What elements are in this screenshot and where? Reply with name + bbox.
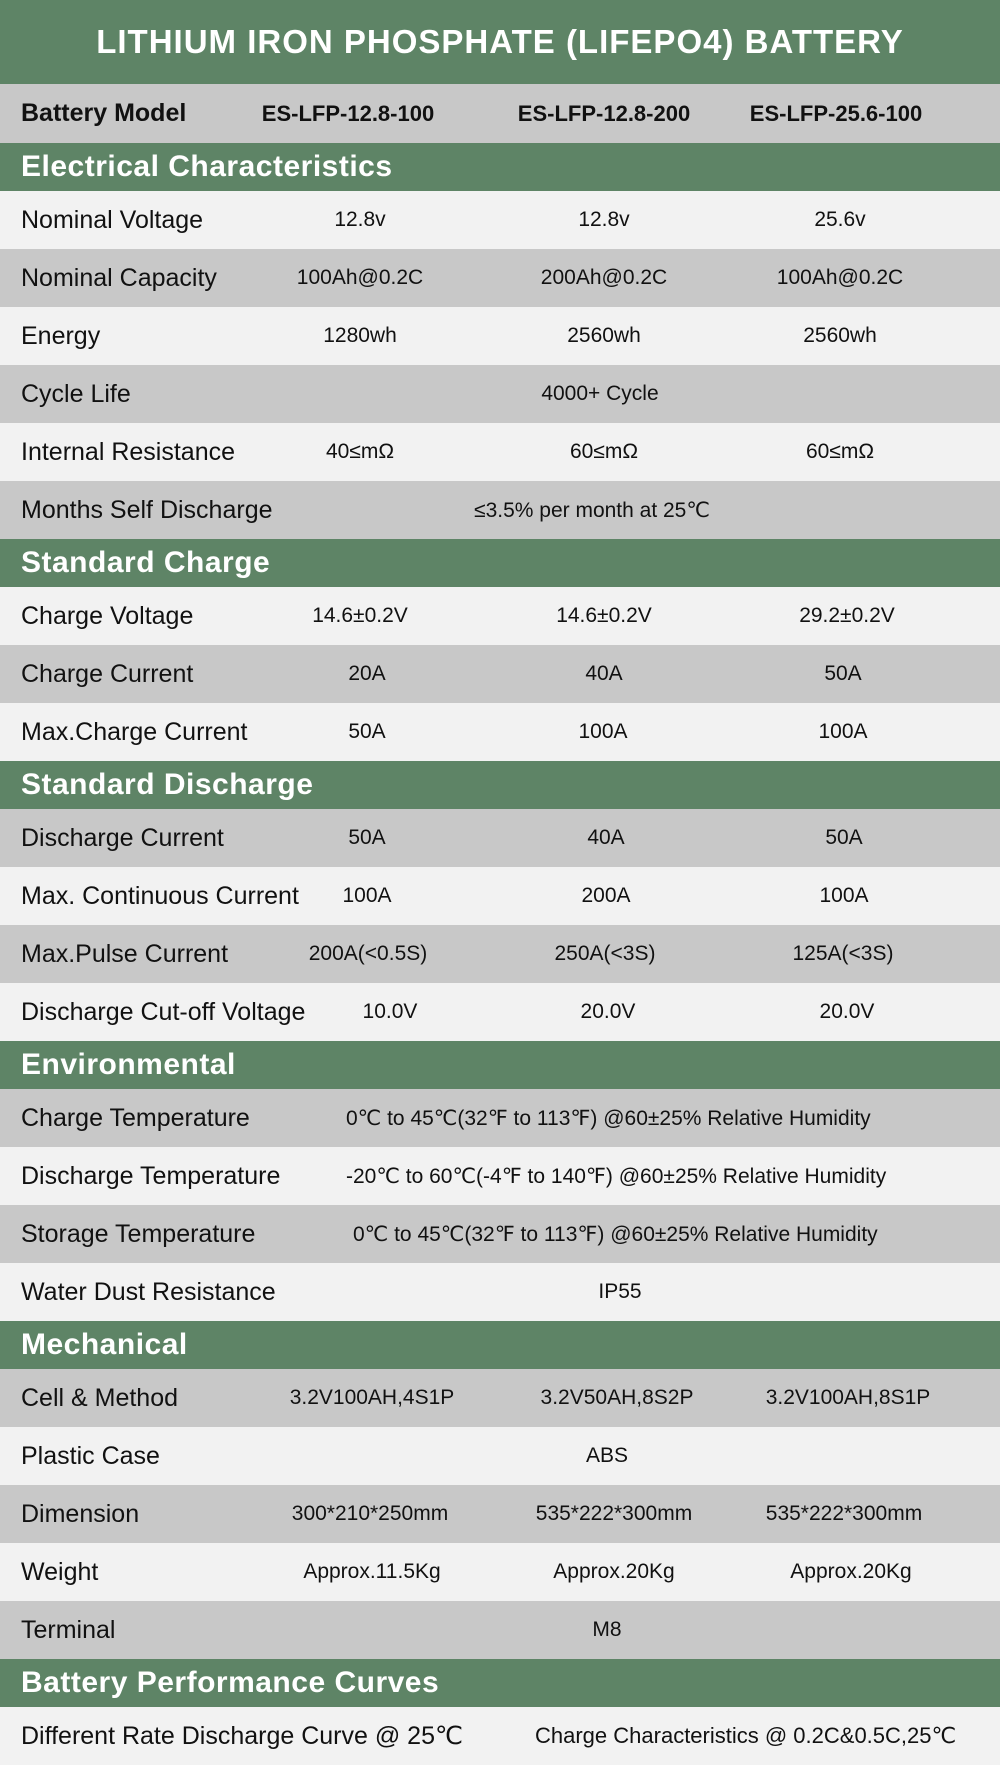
cell: 100A xyxy=(342,884,392,907)
row-label: Cycle Life xyxy=(21,379,131,408)
cell: 2560wh xyxy=(803,324,877,347)
cell: M8 xyxy=(592,1618,622,1641)
cell: 3.2V100AH,4S1P xyxy=(289,1386,455,1409)
cell: 20A xyxy=(348,662,386,685)
cell: 50A xyxy=(824,662,862,685)
cell: 20.0V xyxy=(580,1000,636,1023)
row-weight xyxy=(0,1543,1000,1601)
row-label: Max.Charge Current xyxy=(21,717,248,746)
cell: 60≤mΩ xyxy=(805,440,875,463)
row-charge-current xyxy=(0,645,1000,703)
cell: 100Ah@0.2C xyxy=(296,266,424,289)
cell: IP55 xyxy=(598,1280,642,1303)
row-terminal xyxy=(0,1601,1000,1659)
row-label: Discharge Cut-off Voltage xyxy=(21,997,306,1026)
cell: -20℃ to 60℃(-4℉ to 140℉) @60±25% Relative Humidity xyxy=(346,1164,887,1188)
battery-model-row xyxy=(0,84,1000,143)
row-label: Nominal Voltage xyxy=(21,205,204,234)
cell: 100Ah@0.2C xyxy=(776,266,904,289)
cell: 60≤mΩ xyxy=(569,440,639,463)
row-label: Internal Resistance xyxy=(21,437,236,466)
row-plastic-case xyxy=(0,1427,1000,1485)
section-standard-charge: Standard Charge xyxy=(0,539,1000,587)
row-label: Terminal xyxy=(21,1615,116,1644)
cell: 12.8v xyxy=(578,208,630,231)
row-label: Energy xyxy=(21,321,101,350)
cell: 50A xyxy=(348,720,386,743)
cell: 300*210*250mm xyxy=(291,1502,449,1525)
row-label: Charge Voltage xyxy=(21,601,194,630)
row-label: Plastic Case xyxy=(21,1441,160,1470)
row-storage-temperature xyxy=(0,1205,1000,1263)
model-2: ES-LFP-12.8-200 xyxy=(517,100,691,126)
row-label: Storage Temperature xyxy=(21,1219,256,1248)
row-label: Cell & Method xyxy=(21,1383,179,1412)
row-label: Battery Model xyxy=(21,99,187,127)
row-nominal-voltage xyxy=(0,191,1000,249)
charge-curve-caption: Charge Characteristics @ 0.2C&0.5C,25℃ xyxy=(535,1723,957,1748)
section-performance-curves: Battery Performance Curves xyxy=(0,1659,1000,1707)
cell: 200Ah@0.2C xyxy=(540,266,668,289)
section-electrical: Electrical Characteristics xyxy=(0,143,1000,191)
cell: 535*222*300mm xyxy=(765,1502,923,1525)
cell: 100A xyxy=(578,720,628,743)
cell: 50A xyxy=(348,826,386,849)
row-label: Months Self Discharge xyxy=(21,495,273,524)
cell: Approx.11.5Kg xyxy=(303,1560,441,1583)
cell: 25.6v xyxy=(814,208,866,231)
row-cell-method xyxy=(0,1369,1000,1427)
model-3: ES-LFP-25.6-100 xyxy=(749,100,923,126)
discharge-curve-caption: Different Rate Discharge Curve @ 25℃ xyxy=(21,1722,464,1750)
cell: 100A xyxy=(818,720,868,743)
cell: 100A xyxy=(819,884,869,907)
cell: 40A xyxy=(587,826,625,849)
cell: 3.2V100AH,8S1P xyxy=(765,1386,931,1409)
row-max-charge-current xyxy=(0,703,1000,761)
section-mechanical: Mechanical xyxy=(0,1321,1000,1369)
row-discharge-temperature xyxy=(0,1147,1000,1205)
row-charge-temperature xyxy=(0,1089,1000,1147)
row-self-discharge xyxy=(0,481,1000,539)
section-standard-discharge: Standard Discharge xyxy=(0,761,1000,809)
row-label: Water Dust Resistance xyxy=(21,1277,276,1306)
cell: Approx.20Kg xyxy=(790,1560,912,1583)
cell: 0℃ to 45℃(32℉ to 113℉) @60±25% Relative Humidity xyxy=(353,1222,878,1246)
row-dimension xyxy=(0,1485,1000,1543)
cell: 50A xyxy=(825,826,863,849)
cell: 12.8v xyxy=(334,208,386,231)
row-max-continuous-current xyxy=(0,867,1000,925)
cell: 535*222*300mm xyxy=(535,1502,693,1525)
cell: 29.2±0.2V xyxy=(799,604,895,627)
row-label: Nominal Capacity xyxy=(21,263,217,292)
row-label: Discharge Current xyxy=(21,823,224,852)
row-label: Charge Temperature xyxy=(21,1103,250,1132)
cell: 200A xyxy=(581,884,631,907)
cell: 0℃ to 45℃(32℉ to 113℉) @60±25% Relative Humidity xyxy=(346,1106,871,1130)
section-environmental: Environmental xyxy=(0,1041,1000,1089)
cell: 14.6±0.2V xyxy=(312,604,408,627)
row-cycle-life xyxy=(0,365,1000,423)
cell: 250A(<3S) xyxy=(554,942,656,965)
row-max-pulse-current xyxy=(0,925,1000,983)
row-water-dust-resistance xyxy=(0,1263,1000,1321)
cell: 10.0V xyxy=(362,1000,418,1023)
cell: Approx.20Kg xyxy=(553,1560,675,1583)
cell: 40A xyxy=(585,662,623,685)
cell: 4000+ Cycle xyxy=(541,382,659,405)
model-1: ES-LFP-12.8-100 xyxy=(261,100,435,126)
row-nominal-capacity xyxy=(0,249,1000,307)
row-label: Dimension xyxy=(21,1499,140,1528)
cell: ABS xyxy=(585,1444,629,1467)
row-charge-voltage xyxy=(0,587,1000,645)
row-label: Discharge Temperature xyxy=(21,1161,281,1190)
row-label: Weight xyxy=(21,1557,99,1586)
cell: 3.2V50AH,8S2P xyxy=(540,1386,694,1409)
cell: 200A(<0.5S) xyxy=(308,942,428,965)
cell: 20.0V xyxy=(819,1000,875,1023)
cell: 125A(<3S) xyxy=(792,942,894,965)
page-title: LITHIUM IRON PHOSPHATE (LIFEPO4) BATTERY xyxy=(0,0,1000,84)
cell: 14.6±0.2V xyxy=(556,604,652,627)
row-discharge-cutoff-voltage xyxy=(0,983,1000,1041)
row-energy xyxy=(0,307,1000,365)
row-discharge-current xyxy=(0,809,1000,867)
row-label: Max. Continuous Current xyxy=(21,881,299,910)
cell: ≤3.5% per month at 25℃ xyxy=(474,498,710,522)
row-curve-captions xyxy=(0,1707,1000,1765)
cell: 1280wh xyxy=(323,324,397,347)
cell: 40≤mΩ xyxy=(325,440,395,463)
row-label: Charge Current xyxy=(21,659,194,688)
row-internal-resistance xyxy=(0,423,1000,481)
row-label: Max.Pulse Current xyxy=(21,939,229,968)
cell: 2560wh xyxy=(567,324,641,347)
